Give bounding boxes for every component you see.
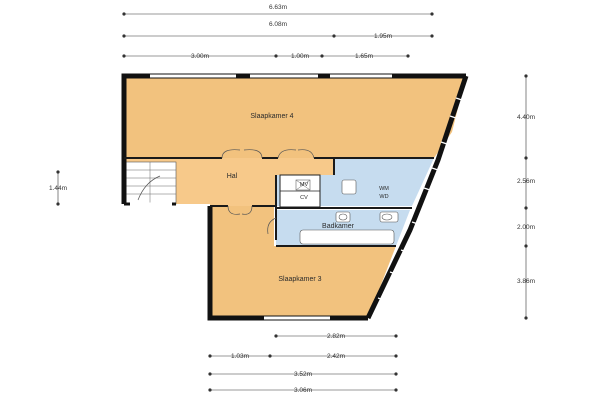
dim-top-3: 1.95m [373,33,393,40]
dim-left-1: 1.44m [48,185,68,192]
dim-bottom-2: 1.03m [230,353,250,360]
dim-right-4: 3.86m [516,278,536,285]
dim-bottom-3: 2.42m [326,353,346,360]
dim-top-4: 3.00m [190,53,210,60]
dim-top-2: 6.08m [268,21,288,28]
dim-right-3: 2.00m [516,224,536,231]
dim-right-2: 2.56m [516,178,536,185]
label-slaapkamer-4: Slaapkamer 4 [250,113,294,120]
room-slaapkamer-4 [124,76,466,158]
dim-right-1: 4.40m [516,114,536,121]
label-slaapkamer-3: Slaapkamer 3 [278,276,322,283]
label-cv: CV [300,195,308,201]
staircase [126,162,176,204]
label-badkamer: Badkamer [322,223,354,230]
dim-bottom-5: 3.06m [293,387,313,394]
dim-top-5: 1.00m [290,53,310,60]
dim-bottom-4: 3.52m [293,371,313,378]
label-hal: Hal [226,173,238,180]
dim-top-6: 1.65m [354,53,374,60]
dim-bottom-1: 2.82m [326,333,346,340]
label-mv: MV [299,182,309,188]
dim-top-1: 6.63m [268,4,288,11]
label-wd: WD [379,194,389,200]
label-wm: WM [379,186,389,192]
